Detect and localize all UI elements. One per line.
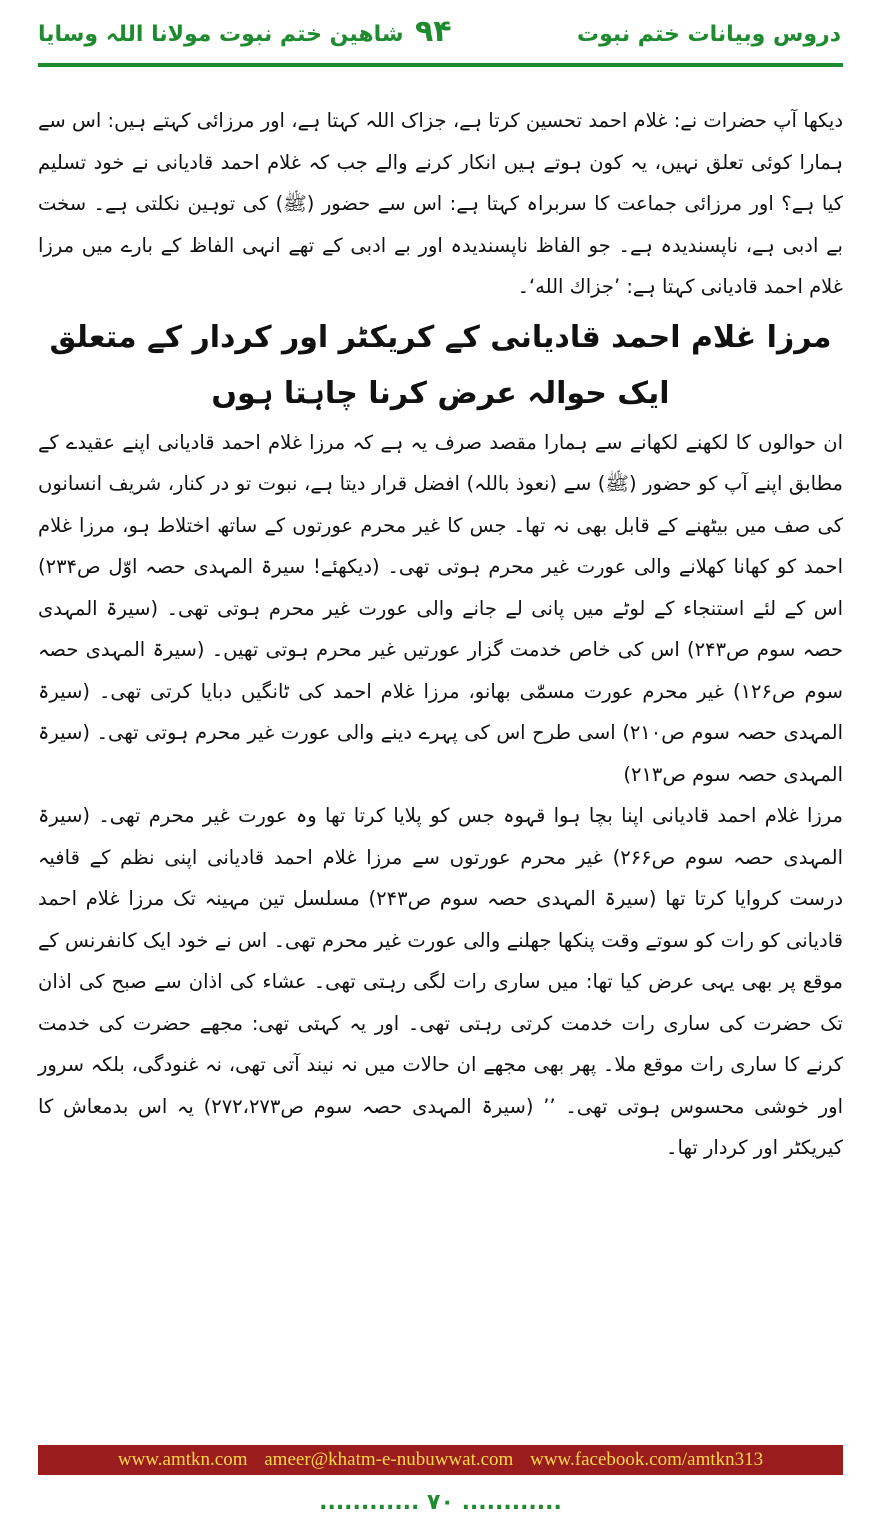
- page-body: [38, 100, 843, 1430]
- paragraph-3: مرزا غلام احمد قادیانی اپنا بچا ہوا قہوہ جس کو پلایا کرتا تھا وہ عورت غیر محرم تھی۔ (سیرۃ المہدی حصہ سوم ص۲۶۶) غیر محرم عورتوں سے مرزا غلام احمد قادیانی اپنی نظم کے قافیہ درست کروایا کرتا تھا (سیرۃ المہدی حصہ سوم ص۲۴۳) مسلسل تین مہینہ تک مرزا غلام احمد قادیانی کو رات کو سوتے وقت پنکھا جھلنے والی عورت غیر محرم تھی۔ اس نے خود ایک کانفرنس کے موقع پر بھی یہی عرض کیا تھا: میں ساری رات لگی رہتی تھی۔ عشاء کی اذان سے صبح کی اذان تک حضرت کی ساری رات خدمت کرتی رہتی تھی۔ اور یہ کہتی تھی: مجھے حضرت کی خدمت کرنے کا ساری رات موقع ملا۔ پھر بھی مجھے ان حالات میں نہ نیند آتی تھی، نہ غنودگی، بلکہ سرور اور خوشی محسوس ہوتی تھی۔ ’’ (سیرۃ المہدی حصہ سوم ص۲۷۲،۲۷۳) یہ اس بدمعاش کا کیریکٹر اور کردار تھا۔: [38, 804, 844, 1159]
- email-link[interactable]: ameer@khatm-e-nubuwwat.com: [264, 1449, 514, 1470]
- website-link[interactable]: www.amtkn.com: [117, 1449, 248, 1470]
- paragraph-1: دیکھا آپ حضرات نے: غلام احمد تحسین کرتا ہے، جزاک اللہ کہتا ہے، اور مرزائی کہتے ہیں: اس سے ہمارا کوئی تعلق نہیں، یہ کون ہوتے ہیں انکار کرنے والے جب کہ غلام احمد قادیانی نے خود تسلیم کیا ہے؟ اور مرزائی جماعت کا سربراہ کہتا ہے: اس سے حضور (ﷺ) کی توہین نکلتی ہے۔ سخت بے ادبی ہے، ناپسندیدہ ہے۔ جو الفاظ ناپسندیدہ اور بے ادبی کے تھے انہی الفاظ کے بارے میں مرزا غلام احمد قادیانی کہتا ہے: ’جزاك الله‘۔: [38, 109, 843, 298]
- paragraph-2: ان حوالوں کا لکھنے لکھانے سے ہمارا مقصد صرف یہ ہے کہ مرزا غلام احمد قادیانی اپنے عقیدے کے مطابق اپنے آپ کو حضور (ﷺ) سے (نعوذ باللہ) افضل قرار دیتا ہے، نبوت تو در کنار، شریف انسانوں کی صف میں بیٹھنے کے قابل بھی نہ تھا۔ جس کا غیر محرم عورتوں کے ساتھ اختلاط ہو، مرزا غلام احمد کو کھانا کھلانے والی عورت غیر محرم ہوتی تھی۔ (دیکھئے! سیرۃ المہدی حصہ اوّل ص۲۳۴) اس کے لئے استنجاء کے لوٹے میں پانی لے جانے والی عورت غیر محرم ہوتی تھی۔ (سیرۃ المہدی حصہ سوم ص۲۴۳) اس کی خاص خدمت گزار عورتیں غیر محرم ہوتی تھیں۔ (سیرۃ المہدی حصہ سوم ص۱۲۶) غیر محرم عورت مسمّٰی بھانو، مرزا غلام احمد کی ٹانگیں دبایا کرتی تھی۔ (سیرۃ المہدی حصہ سوم ص۲۱۰) اسی طرح اس کی پہرے دینے والی عورت غیر محرم ہوتی تھی۔ (سیرۃ المہدی حصہ سوم ص۲۱۳): [38, 430, 843, 786]
- header-rule: [38, 63, 843, 67]
- facebook-link[interactable]: www.facebook.com/amtkn313: [530, 1449, 764, 1470]
- book-title: دروس وبیانات ختم نبوت: [577, 22, 841, 47]
- book-author-title: شاهین ختم نبوت مولانا اللہ وسایا: [38, 22, 404, 47]
- page-number: ۹۴: [415, 14, 452, 49]
- page-header: [0, 0, 881, 70]
- footer-links-bar: [38, 1445, 843, 1475]
- footer-page-number: ............ ۷۰ ............: [319, 1490, 562, 1515]
- section-heading: مرزا غلام احمد قادیانی کے کریکٹر اور کردار کے متعلق ایک حوالہ عرض کرنا چاہتا ہوں: [49, 319, 832, 411]
